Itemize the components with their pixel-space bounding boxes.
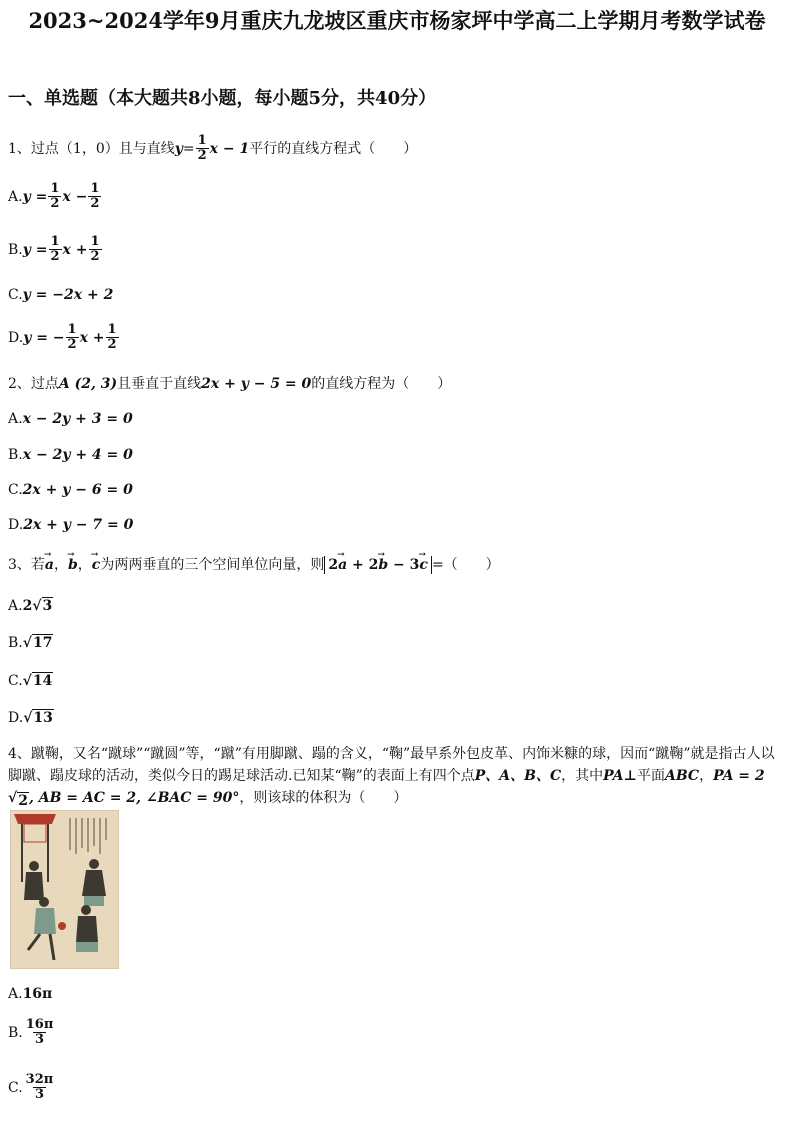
section-heading: 一、单选题（本大题共8小题，每小题5分，共40分） [8, 88, 437, 109]
q1-option-b[interactable]: B. y = $\frac{1}{2}$ x + $\frac{1}{2}$ [8, 234, 100, 264]
question-1-prefix: 1、过点（1，0）且与直线 [8, 140, 175, 157]
vector-b: → b [68, 554, 78, 576]
vector-c: → c [92, 554, 101, 576]
question-1-line: x − 1 [209, 140, 250, 157]
q3-option-b[interactable]: B. √ 17 [8, 634, 53, 651]
question-1-suffix: 平行的直线方程式（ ） [249, 140, 418, 157]
q4-option-a[interactable]: A. 16π [8, 986, 53, 1002]
q3-option-c[interactable]: C. √ 14 [8, 672, 53, 689]
question-1-var: y [174, 140, 183, 157]
question-1 [8, 134, 417, 163]
ball [58, 922, 66, 930]
q4-option-b[interactable]: B. $\frac{16\pi}{3}$ [8, 1017, 54, 1047]
q1-option-a[interactable]: A. y = $\frac{1}{2}$ x − $\frac{1}{2}$ [8, 181, 100, 211]
q4-option-c[interactable]: C. $\frac{32\pi}{3}$ [8, 1072, 54, 1102]
vector-a: → a [45, 554, 54, 576]
page-title: 2023~2024学年9月重庆九龙坡区重庆市杨家坪中学高二上学期月考数学试卷 [28, 8, 766, 33]
question-1-eq: = [182, 140, 195, 157]
vector-magnitude: 2→ a + 2→ b − 3→ c [324, 556, 432, 574]
q2-option-b[interactable]: B. x − 2y + 4 = 0 [8, 447, 133, 463]
cuju-illustration [10, 810, 119, 969]
goal-banner [14, 814, 56, 824]
q1-option-d[interactable]: D. y = − $\frac{1}{2}$ x + $\frac{1}{2}$ [8, 322, 117, 352]
q2-option-c[interactable]: C. 2x + y − 6 = 0 [8, 482, 133, 498]
q3-option-d[interactable]: D. √ 13 [8, 709, 53, 726]
q3-option-a[interactable]: A. 2 √ 3 [8, 597, 53, 614]
q1-option-c[interactable]: C. y = −2x + 2 [8, 287, 114, 303]
question-4: 4、蹴鞠，又名“蹴球”“蹴圆”等，“蹴”有用脚蹴、蹋的含义，“鞠”最早系外包皮革、内饰米糠的球，因而“蹴鞠”就是指古人以脚蹴、蹋皮球的活动，类似今日的踢足球活动.已知某“鞠”的表面上有四个点P、A、B、C，其中PA⊥平面ABC，PA = 2√ 2 , AB = AC = 2, ∠BAC = 90°，则该球的体积为（ ） [8, 746, 775, 809]
q2-option-a[interactable]: A. x − 2y + 3 = 0 [8, 411, 133, 427]
question-1-fraction: $\frac{1}{2}$ [197, 133, 207, 163]
question-2: 2、过点A (2, 3)且垂直于直线2x + y − 5 = 0的直线方程为（ ） [8, 376, 452, 392]
question-3: 3、若 → a ， → b ， → c 为两两垂直的三个空间单位向量，则 2→ a + 2→ b − 3→ c =（ ） [8, 554, 500, 576]
q2-option-d[interactable]: D. 2x + y − 7 = 0 [8, 517, 134, 533]
